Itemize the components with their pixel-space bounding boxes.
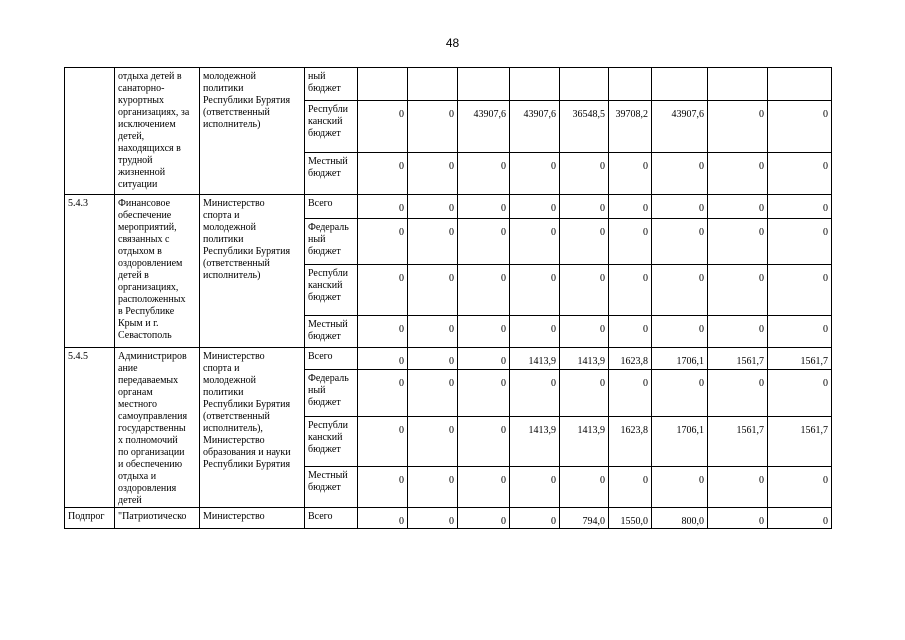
value-cell: 0 bbox=[408, 316, 458, 348]
value-cell: 0 bbox=[560, 467, 609, 508]
value-cell: 0 bbox=[408, 467, 458, 508]
value-cell: 0 bbox=[609, 219, 652, 265]
value-cell: 0 bbox=[708, 316, 768, 348]
value-cell: 1561,7 bbox=[708, 417, 768, 467]
value-cell: 0 bbox=[560, 370, 609, 417]
value-cell: 0 bbox=[609, 316, 652, 348]
value-cell: 0 bbox=[358, 195, 408, 219]
activity-name-cell: Финансовое обеспечение мероприятий, связанных с отдыхом в оздоровлением детей в организациях, расположенных в Республике Крым и г. Севастополь bbox=[115, 195, 200, 348]
value-cell: 0 bbox=[510, 316, 560, 348]
value-cell: 0 bbox=[358, 417, 408, 467]
value-cell: 1413,9 bbox=[510, 417, 560, 467]
activity-name-cell: отдыха детей в санаторно- курортных организациях, за исключением детей, находящихся в трудной жизненной ситуации bbox=[115, 68, 200, 195]
value-cell: 0 bbox=[652, 219, 708, 265]
value-cell: 0 bbox=[768, 508, 832, 529]
value-cell: 0 bbox=[458, 195, 510, 219]
budget-source-cell: Республи канский бюджет bbox=[305, 417, 358, 467]
value-cell: 1550,0 bbox=[609, 508, 652, 529]
value-cell: 0 bbox=[408, 219, 458, 265]
value-cell: 0 bbox=[652, 316, 708, 348]
value-cell bbox=[768, 68, 832, 101]
value-cell: 0 bbox=[609, 153, 652, 195]
row-id-cell bbox=[65, 68, 115, 195]
value-cell bbox=[652, 68, 708, 101]
value-cell: 0 bbox=[652, 370, 708, 417]
value-cell bbox=[408, 68, 458, 101]
budget-source-cell: Федераль ный бюджет bbox=[305, 370, 358, 417]
budget-source-cell: Местный бюджет bbox=[305, 467, 358, 508]
value-cell: 0 bbox=[510, 508, 560, 529]
value-cell: 0 bbox=[358, 316, 408, 348]
activity-name-cell: Администриров ание передаваемых органам местного самоуправления государственны х полномочий по организации и обеспечению отдыха и оздоровления детей bbox=[115, 348, 200, 508]
value-cell: 0 bbox=[408, 195, 458, 219]
value-cell: 0 bbox=[560, 195, 609, 219]
executor-cell: Министерство спорта и молодежной политики Республики Бурятия (ответственный исполнитель), Министерство образования и науки Республики Бурятия bbox=[200, 348, 305, 508]
table-row bbox=[65, 508, 832, 529]
value-cell: 0 bbox=[768, 467, 832, 508]
value-cell: 0 bbox=[458, 508, 510, 529]
value-cell: 0 bbox=[458, 265, 510, 316]
value-cell: 0 bbox=[768, 265, 832, 316]
value-cell: 39708,2 bbox=[609, 101, 652, 153]
value-cell: 0 bbox=[510, 219, 560, 265]
value-cell: 0 bbox=[652, 153, 708, 195]
value-cell: 0 bbox=[609, 265, 652, 316]
budget-table bbox=[64, 67, 832, 529]
executor-cell: Министерство спорта и молодежной политики Республики Бурятия (ответственный исполнитель) bbox=[200, 195, 305, 348]
row-id-cell: 5.4.5 bbox=[65, 348, 115, 508]
value-cell: 1413,9 bbox=[510, 348, 560, 370]
value-cell bbox=[510, 68, 560, 101]
budget-source-cell: Местный бюджет bbox=[305, 153, 358, 195]
activity-name-cell: "Патриотическо bbox=[115, 508, 200, 529]
executor-cell: молодежной политики Республики Бурятия (ответственный исполнитель) bbox=[200, 68, 305, 195]
value-cell: 0 bbox=[358, 467, 408, 508]
value-cell: 0 bbox=[358, 370, 408, 417]
value-cell: 0 bbox=[358, 153, 408, 195]
value-cell: 0 bbox=[408, 265, 458, 316]
table-row bbox=[65, 68, 832, 101]
value-cell: 0 bbox=[458, 467, 510, 508]
value-cell: 0 bbox=[408, 348, 458, 370]
value-cell: 0 bbox=[458, 153, 510, 195]
value-cell: 1623,8 bbox=[609, 417, 652, 467]
value-cell: 0 bbox=[768, 316, 832, 348]
value-cell: 1413,9 bbox=[560, 417, 609, 467]
value-cell: 0 bbox=[458, 370, 510, 417]
value-cell: 0 bbox=[510, 195, 560, 219]
value-cell: 36548,5 bbox=[560, 101, 609, 153]
value-cell: 1561,7 bbox=[708, 348, 768, 370]
budget-table-body bbox=[65, 68, 832, 529]
value-cell: 0 bbox=[358, 508, 408, 529]
budget-source-cell: Всего bbox=[305, 195, 358, 219]
value-cell: 0 bbox=[358, 219, 408, 265]
value-cell: 0 bbox=[609, 467, 652, 508]
value-cell: 0 bbox=[510, 153, 560, 195]
table-row bbox=[65, 195, 832, 219]
value-cell: 0 bbox=[458, 219, 510, 265]
value-cell: 1706,1 bbox=[652, 348, 708, 370]
value-cell: 0 bbox=[560, 265, 609, 316]
value-cell: 0 bbox=[458, 316, 510, 348]
value-cell: 800,0 bbox=[652, 508, 708, 529]
value-cell: 0 bbox=[708, 101, 768, 153]
value-cell: 0 bbox=[408, 370, 458, 417]
value-cell: 0 bbox=[768, 153, 832, 195]
value-cell: 0 bbox=[408, 153, 458, 195]
value-cell: 0 bbox=[768, 195, 832, 219]
value-cell: 0 bbox=[708, 195, 768, 219]
value-cell: 0 bbox=[358, 265, 408, 316]
value-cell: 0 bbox=[458, 417, 510, 467]
budget-source-cell: ный бюджет bbox=[305, 68, 358, 101]
table-row bbox=[65, 348, 832, 370]
value-cell: 0 bbox=[408, 417, 458, 467]
value-cell: 0 bbox=[652, 195, 708, 219]
executor-cell: Министерство bbox=[200, 508, 305, 529]
page-number: 48 bbox=[445, 36, 460, 50]
value-cell: 0 bbox=[708, 370, 768, 417]
budget-source-cell: Местный бюджет bbox=[305, 316, 358, 348]
value-cell: 0 bbox=[560, 153, 609, 195]
value-cell: 1561,7 bbox=[768, 417, 832, 467]
value-cell: 0 bbox=[609, 370, 652, 417]
value-cell: 0 bbox=[510, 265, 560, 316]
value-cell: 0 bbox=[708, 219, 768, 265]
value-cell: 0 bbox=[358, 101, 408, 153]
value-cell: 0 bbox=[560, 219, 609, 265]
value-cell: 1623,8 bbox=[609, 348, 652, 370]
row-id-cell: Подпрог bbox=[65, 508, 115, 529]
row-id-cell: 5.4.3 bbox=[65, 195, 115, 348]
value-cell: 43907,6 bbox=[510, 101, 560, 153]
value-cell: 43907,6 bbox=[458, 101, 510, 153]
budget-source-cell: Республи канский бюджет bbox=[305, 265, 358, 316]
budget-source-cell: Федераль ный бюджет bbox=[305, 219, 358, 265]
value-cell: 0 bbox=[652, 467, 708, 508]
value-cell: 1413,9 bbox=[560, 348, 609, 370]
value-cell: 43907,6 bbox=[652, 101, 708, 153]
value-cell: 0 bbox=[768, 219, 832, 265]
budget-source-cell: Всего bbox=[305, 508, 358, 529]
value-cell bbox=[358, 68, 408, 101]
value-cell: 0 bbox=[510, 370, 560, 417]
value-cell bbox=[458, 68, 510, 101]
value-cell: 0 bbox=[510, 467, 560, 508]
value-cell: 0 bbox=[708, 508, 768, 529]
value-cell: 1561,7 bbox=[768, 348, 832, 370]
value-cell: 0 bbox=[458, 348, 510, 370]
budget-source-cell: Всего bbox=[305, 348, 358, 370]
value-cell: 0 bbox=[708, 467, 768, 508]
value-cell: 0 bbox=[708, 153, 768, 195]
value-cell: 0 bbox=[408, 508, 458, 529]
value-cell: 0 bbox=[609, 195, 652, 219]
value-cell bbox=[560, 68, 609, 101]
value-cell: 0 bbox=[768, 101, 832, 153]
value-cell: 0 bbox=[408, 101, 458, 153]
budget-source-cell: Республи канский бюджет bbox=[305, 101, 358, 153]
value-cell: 794,0 bbox=[560, 508, 609, 529]
value-cell: 0 bbox=[768, 370, 832, 417]
value-cell bbox=[708, 68, 768, 101]
value-cell: 0 bbox=[560, 316, 609, 348]
value-cell: 0 bbox=[652, 265, 708, 316]
value-cell: 0 bbox=[358, 348, 408, 370]
value-cell: 0 bbox=[708, 265, 768, 316]
value-cell: 1706,1 bbox=[652, 417, 708, 467]
value-cell bbox=[609, 68, 652, 101]
